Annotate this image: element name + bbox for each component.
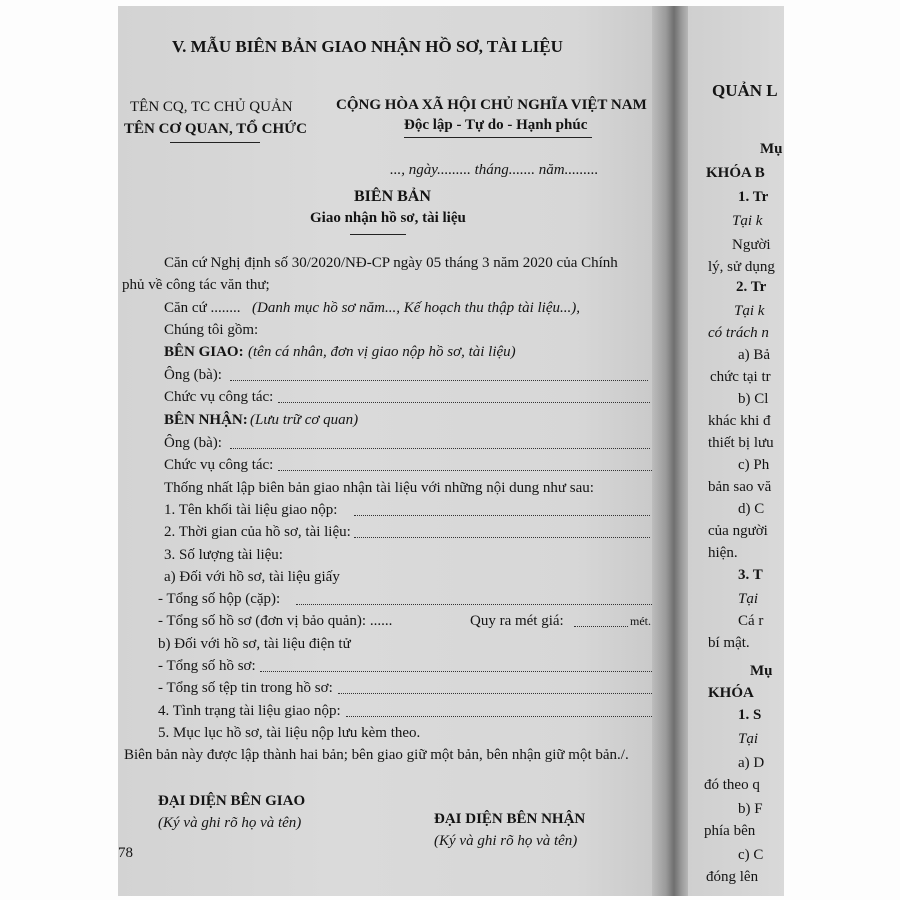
section-title: V. MẪU BIÊN BẢN GIAO NHẬN HỒ SƠ, TÀI LIỆU [172, 37, 563, 56]
right-line-1: Mụ [760, 141, 783, 157]
right-line-32: c) C [738, 847, 764, 863]
giver-label: BÊN GIAO: [164, 344, 244, 360]
republic-header: CỘNG HÒA XÃ HỘI CHỦ NGHĨA VIỆT NAM [336, 97, 647, 113]
right-line-14: thiết bị lưu [708, 435, 774, 451]
receiver-note: (Lưu trữ cơ quan) [250, 412, 359, 428]
right-line-4: Tại k [732, 213, 763, 229]
right-line-8: Tại k [734, 303, 765, 319]
sig-receiver-note: (Ký và ghi rõ họ và tên) [434, 833, 578, 849]
right-page [688, 6, 784, 896]
right-line-12: b) Cl [738, 391, 769, 407]
giver-name-label: Ông (bà): [164, 367, 222, 383]
right-line-15: c) Ph [738, 457, 770, 473]
receiver-position-field [278, 470, 652, 471]
giver-name-field [230, 380, 648, 381]
right-line-9: có trách n [708, 325, 769, 341]
right-line-5: Người [732, 237, 771, 253]
item-1: 1. Tên khối tài liệu giao nộp: [164, 502, 338, 518]
doc-title: BIÊN BẢN [354, 188, 431, 205]
motto-underline [404, 137, 592, 138]
receiver-label: BÊN NHẬN: [164, 412, 248, 428]
date-line: ..., ngày......... tháng....... năm......... [390, 162, 599, 178]
motto: Độc lập - Tự do - Hạnh phúc [404, 117, 588, 133]
right-line-6: lý, sử dụng [708, 259, 775, 275]
item-3a-boxes-field [296, 604, 652, 605]
sig-giver: ĐẠI DIỆN BÊN GIAO [158, 793, 306, 809]
right-line-24: Mụ [750, 663, 773, 679]
receiver-name-field [230, 448, 650, 449]
item-3b-files-field [260, 671, 652, 672]
right-line-16: bản sao vă [708, 479, 772, 495]
closing-line: Biên bản này được lập thành hai bản; bên giao giữ một bản, bên nhận giữ một bản./. [124, 747, 629, 763]
item-3a: a) Đối với hồ sơ, tài liệu giấy [164, 569, 340, 585]
page-number: 78 [118, 845, 133, 861]
right-line-30: b) F [738, 801, 763, 817]
convert-field [574, 626, 628, 627]
right-line-20: 3. T [738, 567, 763, 583]
basis-prefix: Căn cứ ........ [164, 300, 241, 316]
right-line-27: Tại [738, 731, 759, 747]
right-line-7: 2. Tr [736, 279, 767, 295]
item-3a-files: - Tổng số hồ sơ (đơn vị bảo quản): ...... [158, 613, 393, 629]
right-line-22: Cá r [738, 613, 764, 629]
right-line-31: phía bên [704, 823, 756, 839]
convert-label: Quy ra mét giá: [470, 613, 564, 629]
right-line-2: KHÓA B [706, 165, 765, 181]
subtitle-underline [350, 234, 406, 235]
item-4: 4. Tình trạng tài liệu giao nộp: [158, 703, 341, 719]
item-3b-files: - Tổng số hồ sơ: [158, 658, 256, 674]
item-3b-filecount: - Tổng số tệp tin trong hồ sơ: [158, 680, 333, 696]
right-line-23: bí mật. [708, 635, 750, 651]
doc-subtitle: Giao nhận hồ sơ, tài liệu [310, 210, 466, 226]
basis-italic: (Danh mục hồ sơ năm..., Kế hoạch thu thập tài liệu...), [252, 300, 580, 316]
right-line-19: hiện. [708, 545, 738, 561]
legal-basis-line1: Căn cứ Nghị định số 30/2020/NĐ-CP ngày 05 tháng 3 năm 2020 của Chính [164, 255, 618, 271]
left-page [118, 6, 658, 896]
right-line-28: a) D [738, 755, 765, 771]
item-3: 3. Số lượng tài liệu: [164, 547, 283, 563]
book-gutter [652, 6, 692, 896]
legal-basis-line2: phủ về công tác văn thư; [122, 277, 270, 293]
right-line-33: đóng lên [706, 869, 759, 885]
item-3a-boxes: - Tổng số hộp (cặp): [158, 591, 281, 607]
agency-name: TÊN CƠ QUAN, TỔ CHỨC [124, 121, 307, 137]
giver-note: (tên cá nhân, đơn vị giao nộp hồ sơ, tài liệu) [248, 344, 516, 360]
giver-position-label: Chức vụ công tác: [164, 389, 274, 405]
agency-underline [170, 142, 260, 143]
sig-giver-note: (Ký và ghi rõ họ và tên) [158, 815, 302, 831]
right-line-17: d) C [738, 501, 765, 517]
right-line-26: 1. S [738, 707, 762, 723]
right-line-18: của người [708, 523, 768, 539]
meter-unit: mét. [630, 614, 651, 628]
right-line-25: KHÓA [708, 685, 754, 701]
item-2-field [354, 537, 650, 538]
item-2: 2. Thời gian của hồ sơ, tài liệu: [164, 524, 351, 540]
item-3b: b) Đối với hồ sơ, tài liệu điện tử [158, 636, 351, 652]
agency-parent: TÊN CQ, TC CHỦ QUẢN [130, 99, 293, 115]
right-line-29: đó theo q [704, 777, 760, 793]
item-1-field [354, 515, 650, 516]
item-3b-filecount-field [338, 693, 652, 694]
right-line-21: Tại [738, 591, 759, 607]
right-line-11: chức tại tr [710, 369, 771, 385]
we-are: Chúng tôi gồm: [164, 322, 259, 338]
agree-line: Thống nhất lập biên bản giao nhận tài liệu với những nội dung như sau: [164, 480, 594, 496]
right-line-0: QUẢN L [712, 81, 778, 100]
sig-receiver: ĐẠI DIỆN BÊN NHẬN [434, 811, 586, 827]
right-line-10: a) Bả [738, 347, 771, 363]
receiver-position-label: Chức vụ công tác: [164, 457, 274, 473]
right-line-13: khác khi đ [708, 413, 771, 429]
right-line-3: 1. Tr [738, 189, 769, 205]
item-5: 5. Mục lục hồ sơ, tài liệu nộp lưu kèm theo. [158, 725, 421, 741]
item-4-field [346, 716, 652, 717]
giver-position-field [278, 402, 650, 403]
receiver-name-label: Ông (bà): [164, 435, 222, 451]
